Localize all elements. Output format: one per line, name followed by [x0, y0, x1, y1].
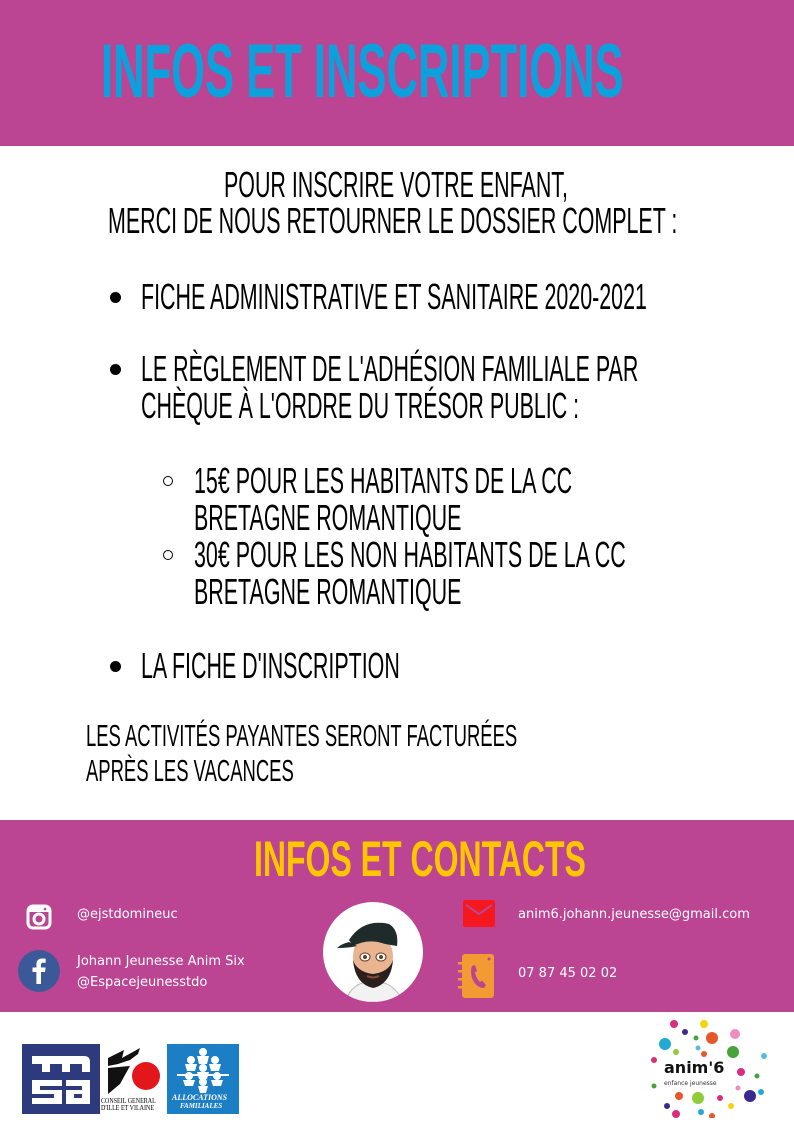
- circle-bullet-icon: [163, 550, 173, 560]
- avatar: [323, 902, 423, 1002]
- billing-note-line-2: APRÈS LES VACANCES: [86, 753, 294, 788]
- avatar-illustration: [323, 902, 423, 1002]
- phone-number[interactable]: 07 87 45 02 02: [518, 966, 618, 981]
- intro-line-1: POUR INSCRIRE VOTRE ENFANT,: [224, 164, 568, 205]
- conseil-general-logo: [100, 1044, 166, 1114]
- caf-line-2: FAMILIALES: [180, 1102, 223, 1110]
- list-item-text: LE RÈGLEMENT DE L'ADHÉSION FAMILIALE PAR: [141, 348, 639, 389]
- sub-item-text: BRETAGNE ROMANTIQUE: [194, 571, 462, 612]
- phone-icon[interactable]: [458, 954, 496, 998]
- sub-item-text: 30€ POUR LES NON HABITANTS DE LA CC: [194, 534, 626, 575]
- list-item-text: CHÈQUE À L'ORDRE DU TRÉSOR PUBLIC :: [141, 385, 580, 426]
- contacts-title: INFOS ET CONTACTS: [254, 831, 586, 887]
- page-title: INFOS ET INSCRIPTIONS: [101, 29, 624, 114]
- bullet-icon: [110, 364, 121, 375]
- conseil-general-emblem: [100, 1044, 166, 1100]
- list-item-text: FICHE ADMINISTRATIVE ET SANITAIRE 2020-2021: [141, 276, 647, 317]
- sub-item-text: BRETAGNE ROMANTIQUE: [194, 497, 462, 538]
- anim6-tagline: enfance jeunesse: [664, 1080, 717, 1087]
- mail-icon[interactable]: [463, 900, 495, 928]
- facebook-name[interactable]: Johann Jeunesse Anim Six: [77, 954, 245, 969]
- instagram-icon[interactable]: [26, 904, 52, 930]
- billing-note-line-1: LES ACTIVITÉS PAYANTES SERONT FACTURÉES: [86, 718, 518, 753]
- header-band: [0, 0, 794, 146]
- facebook-handle[interactable]: @Espacejeunesstdo: [77, 975, 208, 990]
- caf-emblem: [167, 1044, 239, 1094]
- anim6-logo: [640, 1018, 780, 1118]
- contacts-band: [0, 820, 794, 1012]
- msa-logo: [22, 1044, 100, 1114]
- conseil-general-line-2: D'ILLE ET VILAINE: [101, 1104, 155, 1112]
- email-address[interactable]: anim6.johann.jeunesse@gmail.com: [518, 907, 750, 922]
- conseil-general-line-1: CONSEIL GENERAL: [101, 1097, 156, 1105]
- facebook-icon[interactable]: [18, 950, 60, 992]
- sub-item-text: 15€ POUR LES HABITANTS DE LA CC: [194, 460, 573, 501]
- instagram-handle[interactable]: @ejstdomineuc: [77, 907, 178, 922]
- caf-logo: [167, 1044, 239, 1114]
- anim6-name: anim'6: [664, 1058, 725, 1077]
- bullet-icon: [110, 661, 121, 672]
- caf-line-1: ALLOCATIONS: [172, 1093, 228, 1102]
- intro-line-2: MERCI DE NOUS RETOURNER LE DOSSIER COMPLET :: [108, 200, 678, 241]
- bullet-icon: [110, 292, 121, 303]
- circle-bullet-icon: [163, 476, 173, 486]
- list-item-text: LA FICHE D'INSCRIPTION: [141, 645, 400, 686]
